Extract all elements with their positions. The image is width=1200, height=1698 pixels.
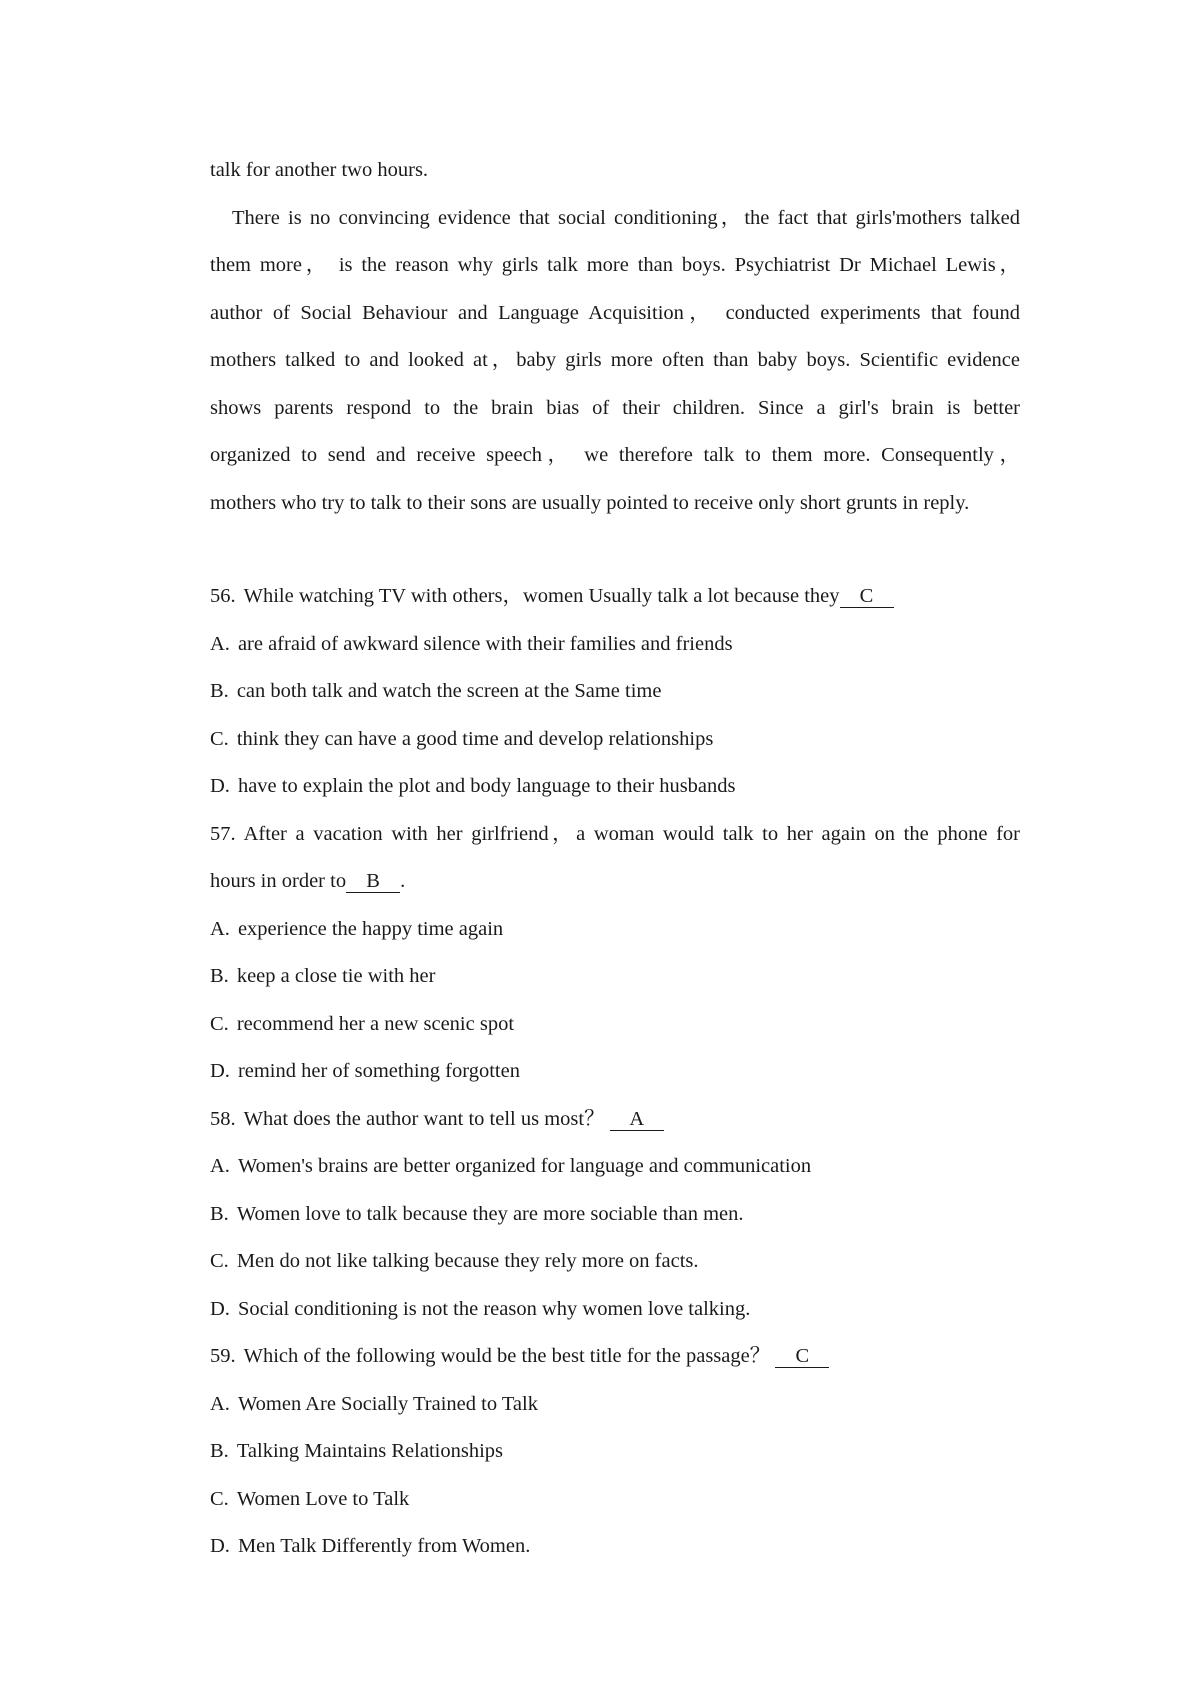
passage-line: mothers talked to and looked at，baby girls more often than baby boys. Scientific evidence [210,349,1020,371]
option-c [210,1484,1020,1532]
question-stem [210,581,1020,629]
option-text: Women love to talk because they are more sociable than men. [236,1202,744,1225]
option-letter: C. [210,1250,229,1272]
answer-blank: C [840,585,894,608]
option-text: Women's brains are better organized for language and communication [237,1155,812,1177]
question-text: Which of the following would be the best title for the passage？ [243,1345,771,1367]
option-text: Men do not like talking because they rely more on facts. [236,1250,699,1272]
option-letter: C. [210,727,229,750]
option-text: keep a close tie with her [236,965,436,987]
option-letter: A. [210,632,230,655]
passage-line: author of Social Behaviour and Language Acquisition， conducted experiments that found [210,301,1020,324]
question-tail: . [400,870,406,892]
question-number: 59. [210,1345,236,1367]
option-d [210,1531,1020,1579]
option-text: Men Talk Differently from Women. [237,1535,531,1557]
option-letter: B. [210,1202,229,1225]
page-content [210,155,1020,1579]
option-letter: D. [210,1535,230,1557]
option-c [210,1009,1020,1057]
passage-line: mothers who try to talk to their sons are usually pointed to receive only short grunts in reply. [210,491,970,514]
option-text: remind her of something forgotten [237,1060,520,1082]
question-59 [210,1341,1020,1579]
option-letter: B. [210,965,229,987]
option-text: recommend her a new scenic spot [236,1012,515,1035]
answer-blank: C [775,1345,829,1368]
option-letter: D. [210,1060,230,1082]
option-letter: D. [210,775,230,797]
passage-line: them more， is the reason why girls talk more than boys. Psychiatrist Dr Michael Lewis， [210,254,1020,276]
passage [210,155,1020,535]
question-stem [210,1104,1020,1152]
option-c [210,1246,1020,1294]
option-text: experience the happy time again [237,917,504,940]
passage-line: organized to send and receive speech， we therefore talk to them more. Consequently， [210,444,1020,466]
option-text: think they can have a good time and develop relationships [236,727,714,750]
question-number: 58. [210,1107,236,1130]
question-stem [210,819,1020,867]
option-letter: A. [210,917,230,940]
option-letter: A. [210,1155,230,1177]
option-text: can both talk and watch the screen at the Same time [236,680,662,702]
option-letter: B. [210,1440,229,1462]
option-a [210,1389,1020,1437]
option-b [210,676,1020,724]
option-letter: D. [210,1297,230,1320]
option-text: Women Love to Talk [236,1487,410,1510]
answer-blank: B [346,870,400,893]
option-text: Social conditioning is not the reason why women love talking. [237,1297,751,1320]
question-text: While watching TV with others，women Usually talk a lot because they [243,585,840,607]
option-text: are afraid of awkward silence with their families and friends [237,632,733,655]
question-number: 56. [210,585,236,607]
option-d [210,771,1020,819]
question-57 [210,819,1020,1104]
passage-line: talk for another two hours. [210,159,429,181]
option-letter: C. [210,1012,229,1035]
option-text: Women Are Socially Trained to Talk [237,1392,538,1415]
option-a [210,1151,1020,1199]
option-text: Talking Maintains Relationships [236,1440,503,1462]
question-stem-cont [210,866,1020,914]
passage-line: shows parents respond to the brain bias of their children. Since a girl's brain is better [210,396,1020,419]
option-a [210,629,1020,677]
question-text: After a vacation with her girlfriend，a woman would talk to her again on the phone for [243,822,1020,845]
question-text: What does the author want to tell us most？ [243,1107,605,1130]
option-d [210,1294,1020,1342]
question-58 [210,1104,1020,1342]
passage-line: There is no convincing evidence that social conditioning，the fact that girls'mothers talked [232,206,1020,229]
question-text-cont: hours in order to [210,870,347,892]
option-letter: B. [210,680,229,702]
option-c [210,724,1020,772]
question-stem [210,1341,1020,1389]
option-b [210,961,1020,1009]
option-letter: A. [210,1392,230,1415]
option-b [210,1199,1020,1247]
option-d [210,1056,1020,1104]
option-text: have to explain the plot and body language to their husbands [237,775,736,797]
option-letter: C. [210,1487,229,1510]
question-56 [210,581,1020,819]
option-a [210,914,1020,962]
option-b [210,1436,1020,1484]
answer-blank: A [610,1108,664,1131]
question-number: 57. [210,822,236,845]
